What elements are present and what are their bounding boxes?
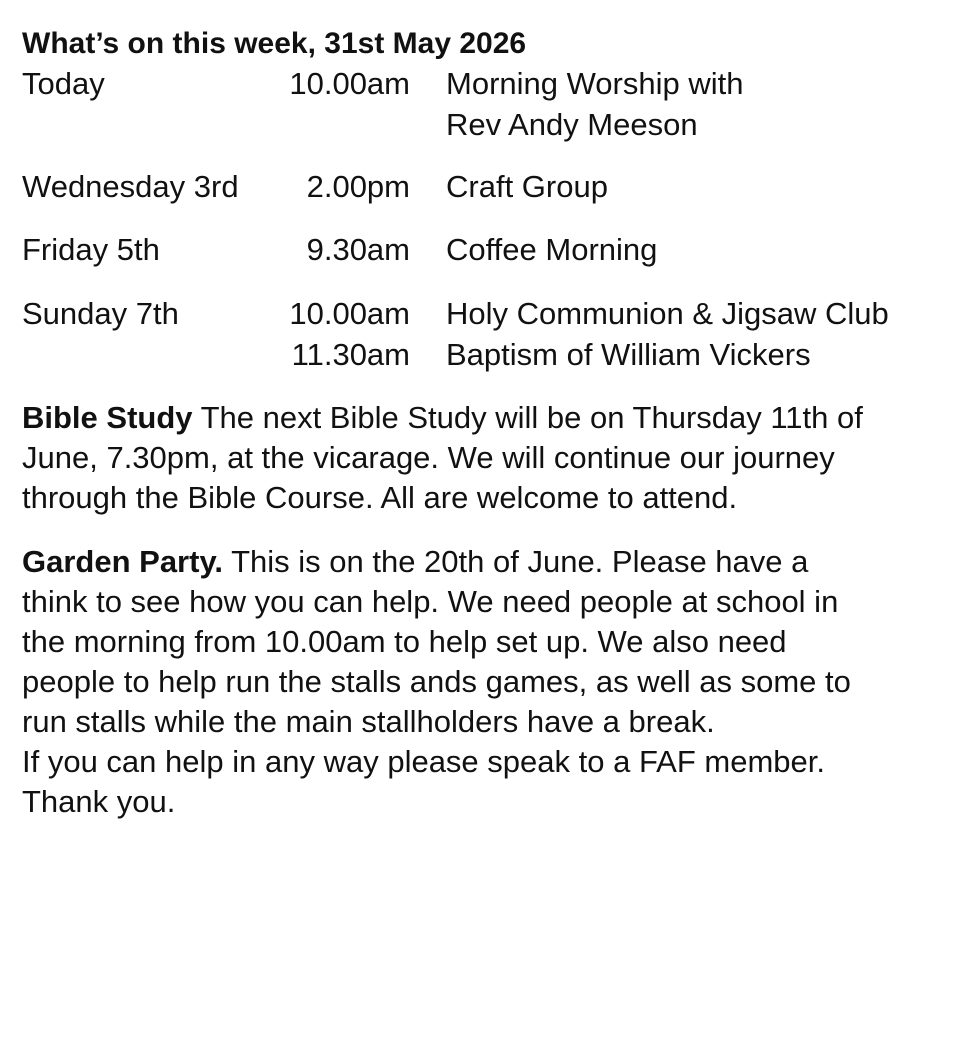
- schedule-time: 10.00am: [289, 296, 410, 331]
- paragraph-line: [22, 398, 932, 438]
- schedule-event: Coffee Morning: [446, 232, 658, 267]
- schedule-event: Baptism of William Vickers: [446, 337, 811, 372]
- garden-party-notice: [22, 542, 932, 822]
- schedule-time: 9.30am: [306, 232, 410, 267]
- paragraph-text: This is on the 20th of June. Please have a: [223, 544, 809, 579]
- schedule-event: Holy Communion & Jigsaw Club: [446, 296, 889, 331]
- schedule-day: Sunday 7th: [22, 296, 179, 331]
- paragraph-text: The next Bible Study will be on Thursday 11th of: [192, 400, 863, 435]
- schedule-day: Friday 5th: [22, 232, 160, 267]
- bible-study-notice: [22, 398, 932, 518]
- paragraph-line: think to see how you can help. We need people at school in: [22, 584, 839, 619]
- bible-study-heading: Bible Study: [22, 400, 193, 435]
- schedule-time: 11.30am: [291, 337, 410, 372]
- schedule-day: Wednesday 3rd: [22, 169, 239, 204]
- paragraph-line: If you can help in any way please speak to a FAF member.: [22, 744, 825, 779]
- paragraph-line: the morning from 10.00am to help set up. We also need: [22, 624, 787, 659]
- schedule-event: Morning Worship with: [446, 66, 744, 101]
- page-title: What’s on this week, 31st May 2026: [22, 27, 527, 60]
- schedule-event: Craft Group: [446, 169, 608, 204]
- paragraph-line: people to help run the stalls ands games, as well as some to: [22, 664, 851, 699]
- paragraph-line: through the Bible Course. All are welcome to attend.: [22, 480, 738, 515]
- schedule-event: Rev Andy Meeson: [446, 107, 698, 142]
- schedule-time: 10.00am: [289, 66, 410, 101]
- paragraph-line: Thank you.: [22, 784, 176, 819]
- paragraph-line: run stalls while the main stallholders have a break.: [22, 704, 715, 739]
- schedule-day: Today: [22, 66, 105, 101]
- paragraph-line: [22, 542, 932, 582]
- paragraph-line: June, 7.30pm, at the vicarage. We will continue our journey: [22, 440, 835, 475]
- schedule-time: 2.00pm: [306, 169, 410, 204]
- garden-party-heading: Garden Party.: [22, 544, 224, 579]
